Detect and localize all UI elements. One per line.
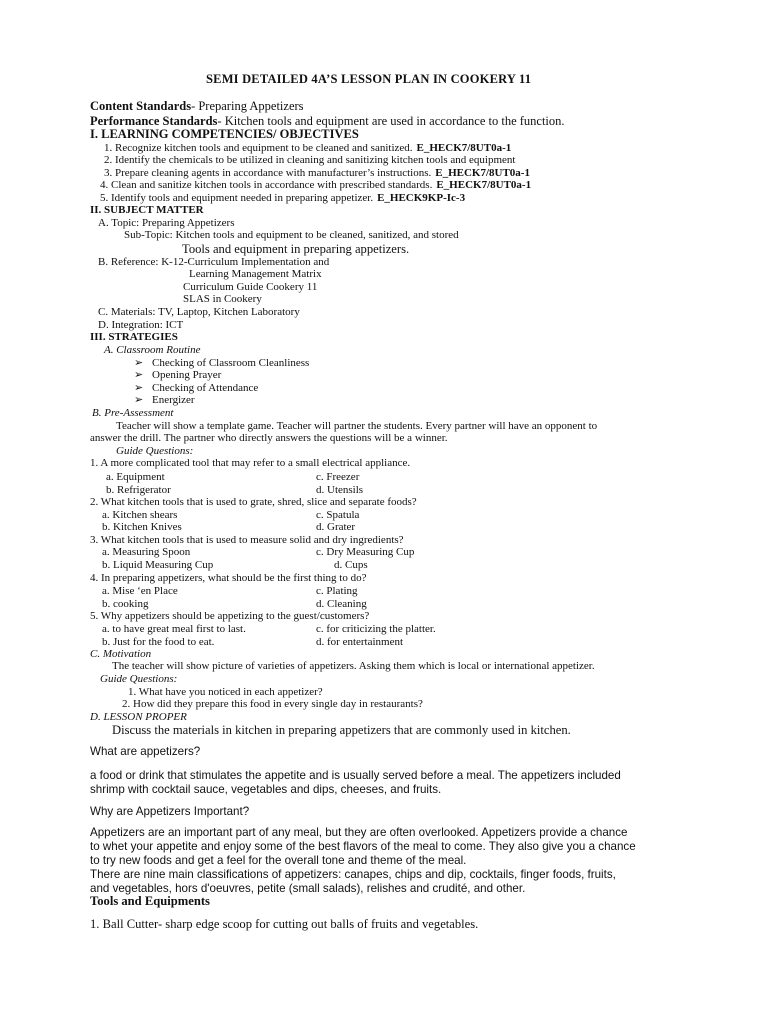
reference-item: Learning Management Matrix <box>189 268 322 280</box>
competency-code: E_HECK9KP-Ic-3 <box>377 192 466 204</box>
paragraph-line: There are nine main classifications of appetizers: canapes, chips and dip, cocktails, finger foods, fruits, <box>90 868 616 881</box>
guide-question: 2. How did they prepare this food in every single day in restaurants? <box>122 698 423 710</box>
answer-option: c. Dry Measuring Cup <box>316 546 415 558</box>
competency-code: E_HECK7/8UT0a-1 <box>436 179 532 191</box>
routine-item: ➢ Checking of Classroom Cleanliness <box>134 357 310 369</box>
answer-option: c. Plating <box>316 585 358 597</box>
materials-line: C. Materials: TV, Laptop, Kitchen Laboratory <box>98 306 300 318</box>
answer-option: b. Kitchen Knives <box>102 521 182 533</box>
motivation-label: C. Motivation <box>90 648 152 660</box>
motivation-text: The teacher will show picture of varieties of appetizers. Asking them which is local or international appetizer. <box>112 660 595 672</box>
objective-item: 5. Identify tools and equipment needed in preparing appetizer. E_HECK9KP-Ic-3 <box>100 192 466 204</box>
performance-standards-label: Performance Standards <box>90 114 218 128</box>
strategies-heading: III. STRATEGIES <box>90 331 178 343</box>
routine-item: ➢ Energizer <box>134 394 195 406</box>
classroom-routine-label: A. Classroom Routine <box>104 344 201 356</box>
objective-item: 2. Identify the chemicals to be utilized in cleaning and sanitizing kitchen tools and equipment <box>104 154 516 166</box>
objectives-heading: I. LEARNING COMPETENCIES/ OBJECTIVES <box>90 127 359 141</box>
answer-option: b. cooking <box>102 598 149 610</box>
answer-option: d. for entertainment <box>316 636 404 648</box>
guide-questions-label: Guide Questions: <box>116 445 194 457</box>
answer-option: a. to have great meal first to last. <box>102 623 246 635</box>
reference-line: B. Reference: K-12-Curriculum Implementation and <box>98 256 330 268</box>
reference-item: SLAS in Cookery <box>183 293 262 305</box>
subject-matter-heading: II. SUBJECT MATTER <box>90 204 204 216</box>
topic-line: A. Topic: Preparing Appetizers <box>98 217 235 229</box>
pre-assessment-label: B. Pre-Assessment <box>92 407 174 419</box>
paragraph-line: a food or drink that stimulates the appetite and is usually served before a meal. The appetizers included <box>90 769 621 782</box>
answer-option: d. Grater <box>316 521 356 533</box>
answer-option: b. Just for the food to eat. <box>102 636 215 648</box>
answer-option: d. Cups <box>334 559 368 571</box>
integration-line: D. Integration: ICT <box>98 319 184 331</box>
lesson-proper-text: Discuss the materials in kitchen in preparing appetizers that are commonly used in kitchen. <box>112 723 571 737</box>
answer-option: b. Liquid Measuring Cup <box>102 559 214 571</box>
question: 4. In preparing appetizers, what should be the first thing to do? <box>90 572 367 584</box>
paragraph-line: and vegetables, hors d'oeuvres, petite (small salads), relishes and crudité, and other. <box>90 882 526 895</box>
content-standards-label: Content Standards <box>90 99 192 113</box>
document-title: SEMI DETAILED 4A’S LESSON PLAN IN COOKERY 11 <box>206 72 532 86</box>
objective-item: 1. Recognize kitchen tools and equipment to be cleaned and sanitized. E_HECK7/8UT0a-1 <box>104 142 512 154</box>
paragraph-line: Appetizers are an important part of any meal, but they are often overlooked. Appetizers provide a chance <box>90 826 628 839</box>
arrow-bullet-icon: ➢ <box>134 394 144 406</box>
question: 2. What kitchen tools that is used to grate, shred, slice and separate foods? <box>90 496 417 508</box>
routine-item: ➢ Checking of Attendance <box>134 382 259 394</box>
arrow-bullet-icon: ➢ <box>134 382 144 394</box>
arrow-bullet-icon: ➢ <box>134 369 144 381</box>
answer-option: a. Mise ‘en Place <box>102 585 178 597</box>
answer-option: c. Spatula <box>316 509 360 521</box>
lesson-proper-label: D. LESSON PROPER <box>90 711 187 723</box>
tool-item: 1. Ball Cutter- sharp edge scoop for cutting out balls of fruits and vegetables. <box>90 917 479 931</box>
question: 3. What kitchen tools that is used to measure solid and dry ingredients? <box>90 534 404 546</box>
answer-option: c. Freezer <box>316 471 360 483</box>
performance-standards-text: - Kitchen tools and equipment are used in accordance to the function. <box>217 114 565 128</box>
objective-item: 3. Prepare cleaning agents in accordance with manufacturer’s instructions. E_HECK7/8UT0a-1 <box>104 167 530 179</box>
question-heading: Why are Appetizers Important? <box>90 805 250 818</box>
objective-item: 4. Clean and sanitize kitchen tools in accordance with prescribed standards. E_HECK7/8UT0a-1 <box>100 179 532 191</box>
subtopic-line-2: Tools and equipment in preparing appetizers. <box>182 242 410 256</box>
tools-heading: Tools and Equipments <box>90 894 210 908</box>
answer-option: d. Utensils <box>316 484 364 496</box>
answer-option: a. Measuring Spoon <box>102 546 191 558</box>
content-standards <box>90 99 304 113</box>
answer-option: a. Kitchen shears <box>102 509 178 521</box>
guide-question: 1. What have you noticed in each appetizer? <box>128 686 323 698</box>
content-standards-text: - Preparing Appetizers <box>191 99 304 113</box>
subtopic-line: Sub-Topic: Kitchen tools and equipment to be cleaned, sanitized, and stored <box>124 229 459 241</box>
routine-item: ➢ Opening Prayer <box>134 369 222 381</box>
paragraph-line: shrimp with cocktail sauce, vegetables and dips, cheeses, and fruits. <box>90 783 442 796</box>
reference-item: Curriculum Guide Cookery 11 <box>183 281 318 293</box>
question: 5. Why appetizers should be appetizing to the guest/customers? <box>90 610 370 622</box>
answer-option: d. Cleaning <box>316 598 367 610</box>
guide-questions-label: Guide Questions: <box>100 673 178 685</box>
answer-option: b. Refrigerator <box>106 484 171 496</box>
answer-option: c. for criticizing the platter. <box>316 623 436 635</box>
pre-assessment-text: Teacher will show a template game. Teacher will partner the students. Every partner will have an opponent to <box>116 420 598 432</box>
paragraph-line: to try new foods and get a feel for the overall tone and theme of the meal. <box>90 854 467 867</box>
pre-assessment-text: answer the drill. The partner who directly answers the questions will be a winner. <box>90 432 448 444</box>
answer-option: a. Equipment <box>106 471 165 483</box>
competency-code: E_HECK7/8UT0a-1 <box>435 167 530 179</box>
paragraph-line: to whet your appetite and enjoy some of the best flavors of the meal to come. They also give you a chance <box>90 840 636 853</box>
question-heading: What are appetizers? <box>90 745 201 758</box>
arrow-bullet-icon: ➢ <box>134 357 144 369</box>
competency-code: E_HECK7/8UT0a-1 <box>416 142 512 154</box>
question: 1. A more complicated tool that may refer to a small electrical appliance. <box>90 457 411 469</box>
